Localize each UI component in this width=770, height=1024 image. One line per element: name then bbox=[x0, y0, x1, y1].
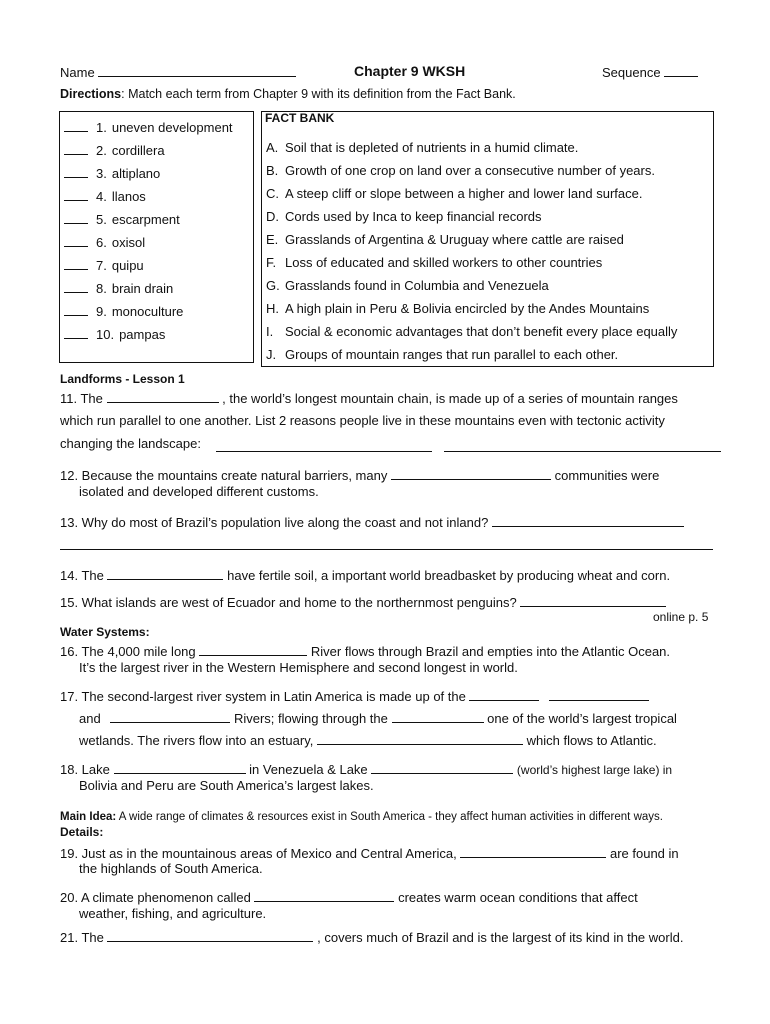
term-item bbox=[64, 212, 180, 227]
name-line bbox=[60, 64, 296, 80]
q11-text-b: , the world’s longest mountain chain, is made up of a series of mountain ranges bbox=[222, 391, 678, 406]
fact-letter: J. bbox=[266, 347, 277, 362]
term-label: pampas bbox=[119, 327, 166, 342]
q18-answer-blank-1[interactable] bbox=[114, 761, 246, 774]
section-landforms: Landforms - Lesson 1 bbox=[60, 372, 185, 386]
term-answer-blank[interactable] bbox=[64, 212, 88, 224]
term-answer-blank[interactable] bbox=[64, 166, 88, 178]
question-18-line2: Bolivia and Peru are South America’s largest lakes. bbox=[79, 778, 374, 793]
term-item bbox=[64, 281, 173, 296]
question-15 bbox=[60, 594, 666, 611]
q20-text-a: 20. A climate phenomenon called bbox=[60, 890, 251, 905]
term-answer-blank[interactable] bbox=[64, 281, 88, 293]
term-label: uneven development bbox=[111, 120, 233, 135]
term-number: 8. bbox=[96, 281, 107, 296]
fact-bank-item bbox=[266, 347, 618, 362]
q17-text-c2: which flows to Atlantic. bbox=[526, 733, 657, 748]
q17-text-b1: and bbox=[79, 711, 101, 726]
term-item bbox=[64, 143, 165, 158]
fact-bank-item bbox=[266, 324, 677, 339]
fact-text: Loss of educated and skilled workers to other countries bbox=[285, 255, 603, 270]
q15-text: 15. What islands are west of Ecuador and home to the northernmost penguins? bbox=[60, 595, 517, 610]
q12-text-a: 12. Because the mountains create natural barriers, many bbox=[60, 468, 388, 483]
q14-text-a: 14. The bbox=[60, 568, 104, 583]
question-17-line2 bbox=[79, 710, 677, 726]
term-answer-blank[interactable] bbox=[64, 327, 88, 339]
page-title: Chapter 9 WKSH bbox=[354, 63, 466, 79]
fact-letter: D. bbox=[266, 209, 279, 224]
term-number: 4. bbox=[96, 189, 107, 204]
q13-answer-line2[interactable] bbox=[60, 549, 713, 550]
q15-answer-blank[interactable] bbox=[520, 594, 666, 607]
q17-answer-blank-4[interactable] bbox=[392, 710, 484, 723]
term-label: escarpment bbox=[111, 212, 180, 227]
q11-text-d: changing the landscape: bbox=[60, 436, 201, 451]
q17-answer-blank-2[interactable] bbox=[549, 688, 649, 701]
fact-text: Grasslands found in Columbia and Venezuela bbox=[285, 278, 549, 293]
q18-text-c: (world’s highest large lake) in bbox=[516, 763, 673, 777]
term-item bbox=[64, 120, 233, 135]
question-11-line3 bbox=[60, 436, 201, 452]
details-label: Details: bbox=[60, 825, 104, 839]
q20-answer-blank[interactable] bbox=[254, 889, 394, 902]
main-idea-text: A wide range of climates & resources exist in South America - they affect human activities in different ways. bbox=[118, 811, 663, 823]
term-number: 9. bbox=[96, 304, 107, 319]
main-idea bbox=[60, 811, 663, 823]
directions-text: : Match each term from Chapter 9 with its definition from the Fact Bank. bbox=[121, 87, 516, 101]
term-answer-blank[interactable] bbox=[64, 143, 88, 155]
term-number: 2. bbox=[96, 143, 107, 158]
directions-label: Directions bbox=[60, 87, 122, 101]
term-item bbox=[64, 166, 160, 181]
term-label: cordillera bbox=[111, 143, 165, 158]
fact-bank-title: FACT BANK bbox=[265, 111, 335, 125]
name-field[interactable] bbox=[98, 64, 296, 77]
term-label: llanos bbox=[111, 189, 146, 204]
sequence-field[interactable] bbox=[664, 64, 698, 77]
question-18-line1 bbox=[60, 761, 672, 778]
question-20-line1 bbox=[60, 889, 638, 906]
q16-answer-blank[interactable] bbox=[199, 643, 307, 656]
q12-text-b: communities were bbox=[554, 468, 660, 483]
name-label: Name bbox=[60, 65, 95, 80]
question-17-line3 bbox=[79, 732, 657, 748]
term-item bbox=[64, 235, 145, 250]
q21-answer-blank[interactable] bbox=[107, 929, 313, 942]
q18-answer-blank-2[interactable] bbox=[371, 761, 513, 774]
question-16-line1 bbox=[60, 643, 670, 660]
q14-answer-blank[interactable] bbox=[107, 567, 223, 580]
question-14 bbox=[60, 567, 670, 584]
question-11-line2: which run parallel to one another. List 2 reasons people live in these mountains even with tectonic activity bbox=[60, 413, 665, 428]
q18-text-b: in Venezuela & Lake bbox=[249, 762, 368, 777]
fact-letter: H. bbox=[266, 301, 279, 316]
term-answer-blank[interactable] bbox=[64, 258, 88, 270]
q20-text-b: creates warm ocean conditions that affect bbox=[398, 890, 638, 905]
question-20-line2: weather, fishing, and agriculture. bbox=[79, 906, 267, 921]
fact-text: Grasslands of Argentina & Uruguay where cattle are raised bbox=[285, 232, 624, 247]
term-label: oxisol bbox=[111, 235, 146, 250]
term-number: 3. bbox=[96, 166, 107, 181]
q21-text-a: 21. The bbox=[60, 930, 104, 945]
term-number: 10. bbox=[96, 327, 115, 342]
q17-answer-blank-5[interactable] bbox=[317, 732, 523, 745]
fact-bank-item bbox=[266, 163, 655, 178]
term-label: quipu bbox=[111, 258, 144, 273]
q21-text-b: , covers much of Brazil and is the largest of its kind in the world. bbox=[317, 930, 684, 945]
fact-bank-item bbox=[266, 186, 642, 201]
q17-text-a: 17. The second-largest river system in Latin America is made up of the bbox=[60, 689, 466, 704]
q11-reason-2-blank[interactable] bbox=[444, 451, 721, 452]
q12-answer-blank[interactable] bbox=[391, 467, 551, 480]
fact-text: Growth of one crop on land over a consecutive number of years. bbox=[285, 163, 655, 178]
sequence-line bbox=[602, 64, 698, 80]
term-answer-blank[interactable] bbox=[64, 235, 88, 247]
question-11-line1 bbox=[60, 390, 678, 407]
q18-text-a: 18. Lake bbox=[60, 762, 110, 777]
question-12-line2: isolated and developed different customs. bbox=[79, 484, 319, 499]
fact-letter: G. bbox=[266, 278, 280, 293]
term-label: monoculture bbox=[111, 304, 184, 319]
q15-note: online p. 5 bbox=[653, 610, 709, 624]
q19-text-a: 19. Just as in the mountainous areas of Mexico and Central America, bbox=[60, 846, 457, 861]
fact-bank-item bbox=[266, 209, 542, 224]
fact-bank-item bbox=[266, 232, 624, 247]
term-number: 5. bbox=[96, 212, 107, 227]
q14-text-b: have fertile soil, a important world breadbasket by producing wheat and corn. bbox=[227, 568, 671, 583]
q19-answer-blank[interactable] bbox=[460, 845, 606, 858]
fact-text: A high plain in Peru & Bolivia encircled by the Andes Mountains bbox=[285, 301, 650, 316]
q19-text-b: are found in bbox=[609, 846, 679, 861]
fact-letter: C. bbox=[266, 186, 279, 201]
fact-letter: B. bbox=[266, 163, 279, 178]
fact-bank-item bbox=[266, 255, 602, 270]
q11-reason-1-blank[interactable] bbox=[216, 451, 432, 452]
q17-text-b2: Rivers; flowing through the bbox=[233, 711, 388, 726]
fact-letter: A. bbox=[266, 140, 279, 155]
term-item bbox=[64, 304, 183, 319]
fact-text: Cords used by Inca to keep financial records bbox=[285, 209, 542, 224]
question-19-line2: the highlands of South America. bbox=[79, 861, 263, 876]
fact-letter: E. bbox=[266, 232, 279, 247]
fact-text: Groups of mountain ranges that run parallel to each other. bbox=[285, 347, 619, 362]
question-19-line1 bbox=[60, 845, 679, 862]
term-answer-blank[interactable] bbox=[64, 120, 88, 132]
term-number: 7. bbox=[96, 258, 107, 273]
term-item bbox=[64, 258, 144, 273]
fact-bank-item bbox=[266, 301, 649, 316]
term-label: brain drain bbox=[111, 281, 174, 296]
question-16-line2: It’s the largest river in the Western Hemisphere and second longest in world. bbox=[79, 660, 518, 675]
fact-bank-item bbox=[266, 140, 578, 155]
q13-text: 13. Why do most of Brazil’s population live along the coast and not inland? bbox=[60, 515, 489, 530]
q17-text-b3: one of the world’s largest tropical bbox=[487, 711, 677, 726]
fact-letter: I. bbox=[266, 324, 274, 339]
sequence-label: Sequence bbox=[602, 65, 661, 80]
q11-answer-blank[interactable] bbox=[107, 390, 219, 403]
term-label: altiplano bbox=[111, 166, 161, 181]
fact-bank-item bbox=[266, 278, 549, 293]
q17-text-c1: wetlands. The rivers flow into an estuary, bbox=[79, 733, 314, 748]
fact-letter: F. bbox=[266, 255, 277, 270]
fact-text: A steep cliff or slope between a higher and lower land surface. bbox=[285, 186, 643, 201]
term-item bbox=[64, 327, 165, 342]
fact-text: Social & economic advantages that don’t benefit every place equally bbox=[285, 324, 678, 339]
term-number: 6. bbox=[96, 235, 107, 250]
question-13-line1 bbox=[60, 514, 684, 531]
question-21 bbox=[60, 929, 683, 946]
q17-answer-blank-3[interactable] bbox=[110, 710, 230, 723]
directions bbox=[60, 87, 516, 101]
q17-answer-blank-1[interactable] bbox=[469, 688, 539, 701]
term-answer-blank[interactable] bbox=[64, 189, 88, 201]
term-item bbox=[64, 189, 146, 204]
main-idea-label: Main Idea: bbox=[60, 811, 117, 823]
term-answer-blank[interactable] bbox=[64, 304, 88, 316]
q11-text-a: 11. The bbox=[60, 391, 103, 406]
q13-answer-blank[interactable] bbox=[492, 514, 684, 527]
question-12-line1 bbox=[60, 467, 659, 484]
section-water-systems: Water Systems: bbox=[60, 625, 150, 639]
fact-text: Soil that is depleted of nutrients in a humid climate. bbox=[285, 140, 579, 155]
term-number: 1. bbox=[96, 120, 107, 135]
q16-text-b: River flows through Brazil and empties into the Atlantic Ocean. bbox=[310, 644, 671, 659]
q16-text-a: 16. The 4,000 mile long bbox=[60, 644, 196, 659]
question-17-line1 bbox=[60, 688, 649, 705]
